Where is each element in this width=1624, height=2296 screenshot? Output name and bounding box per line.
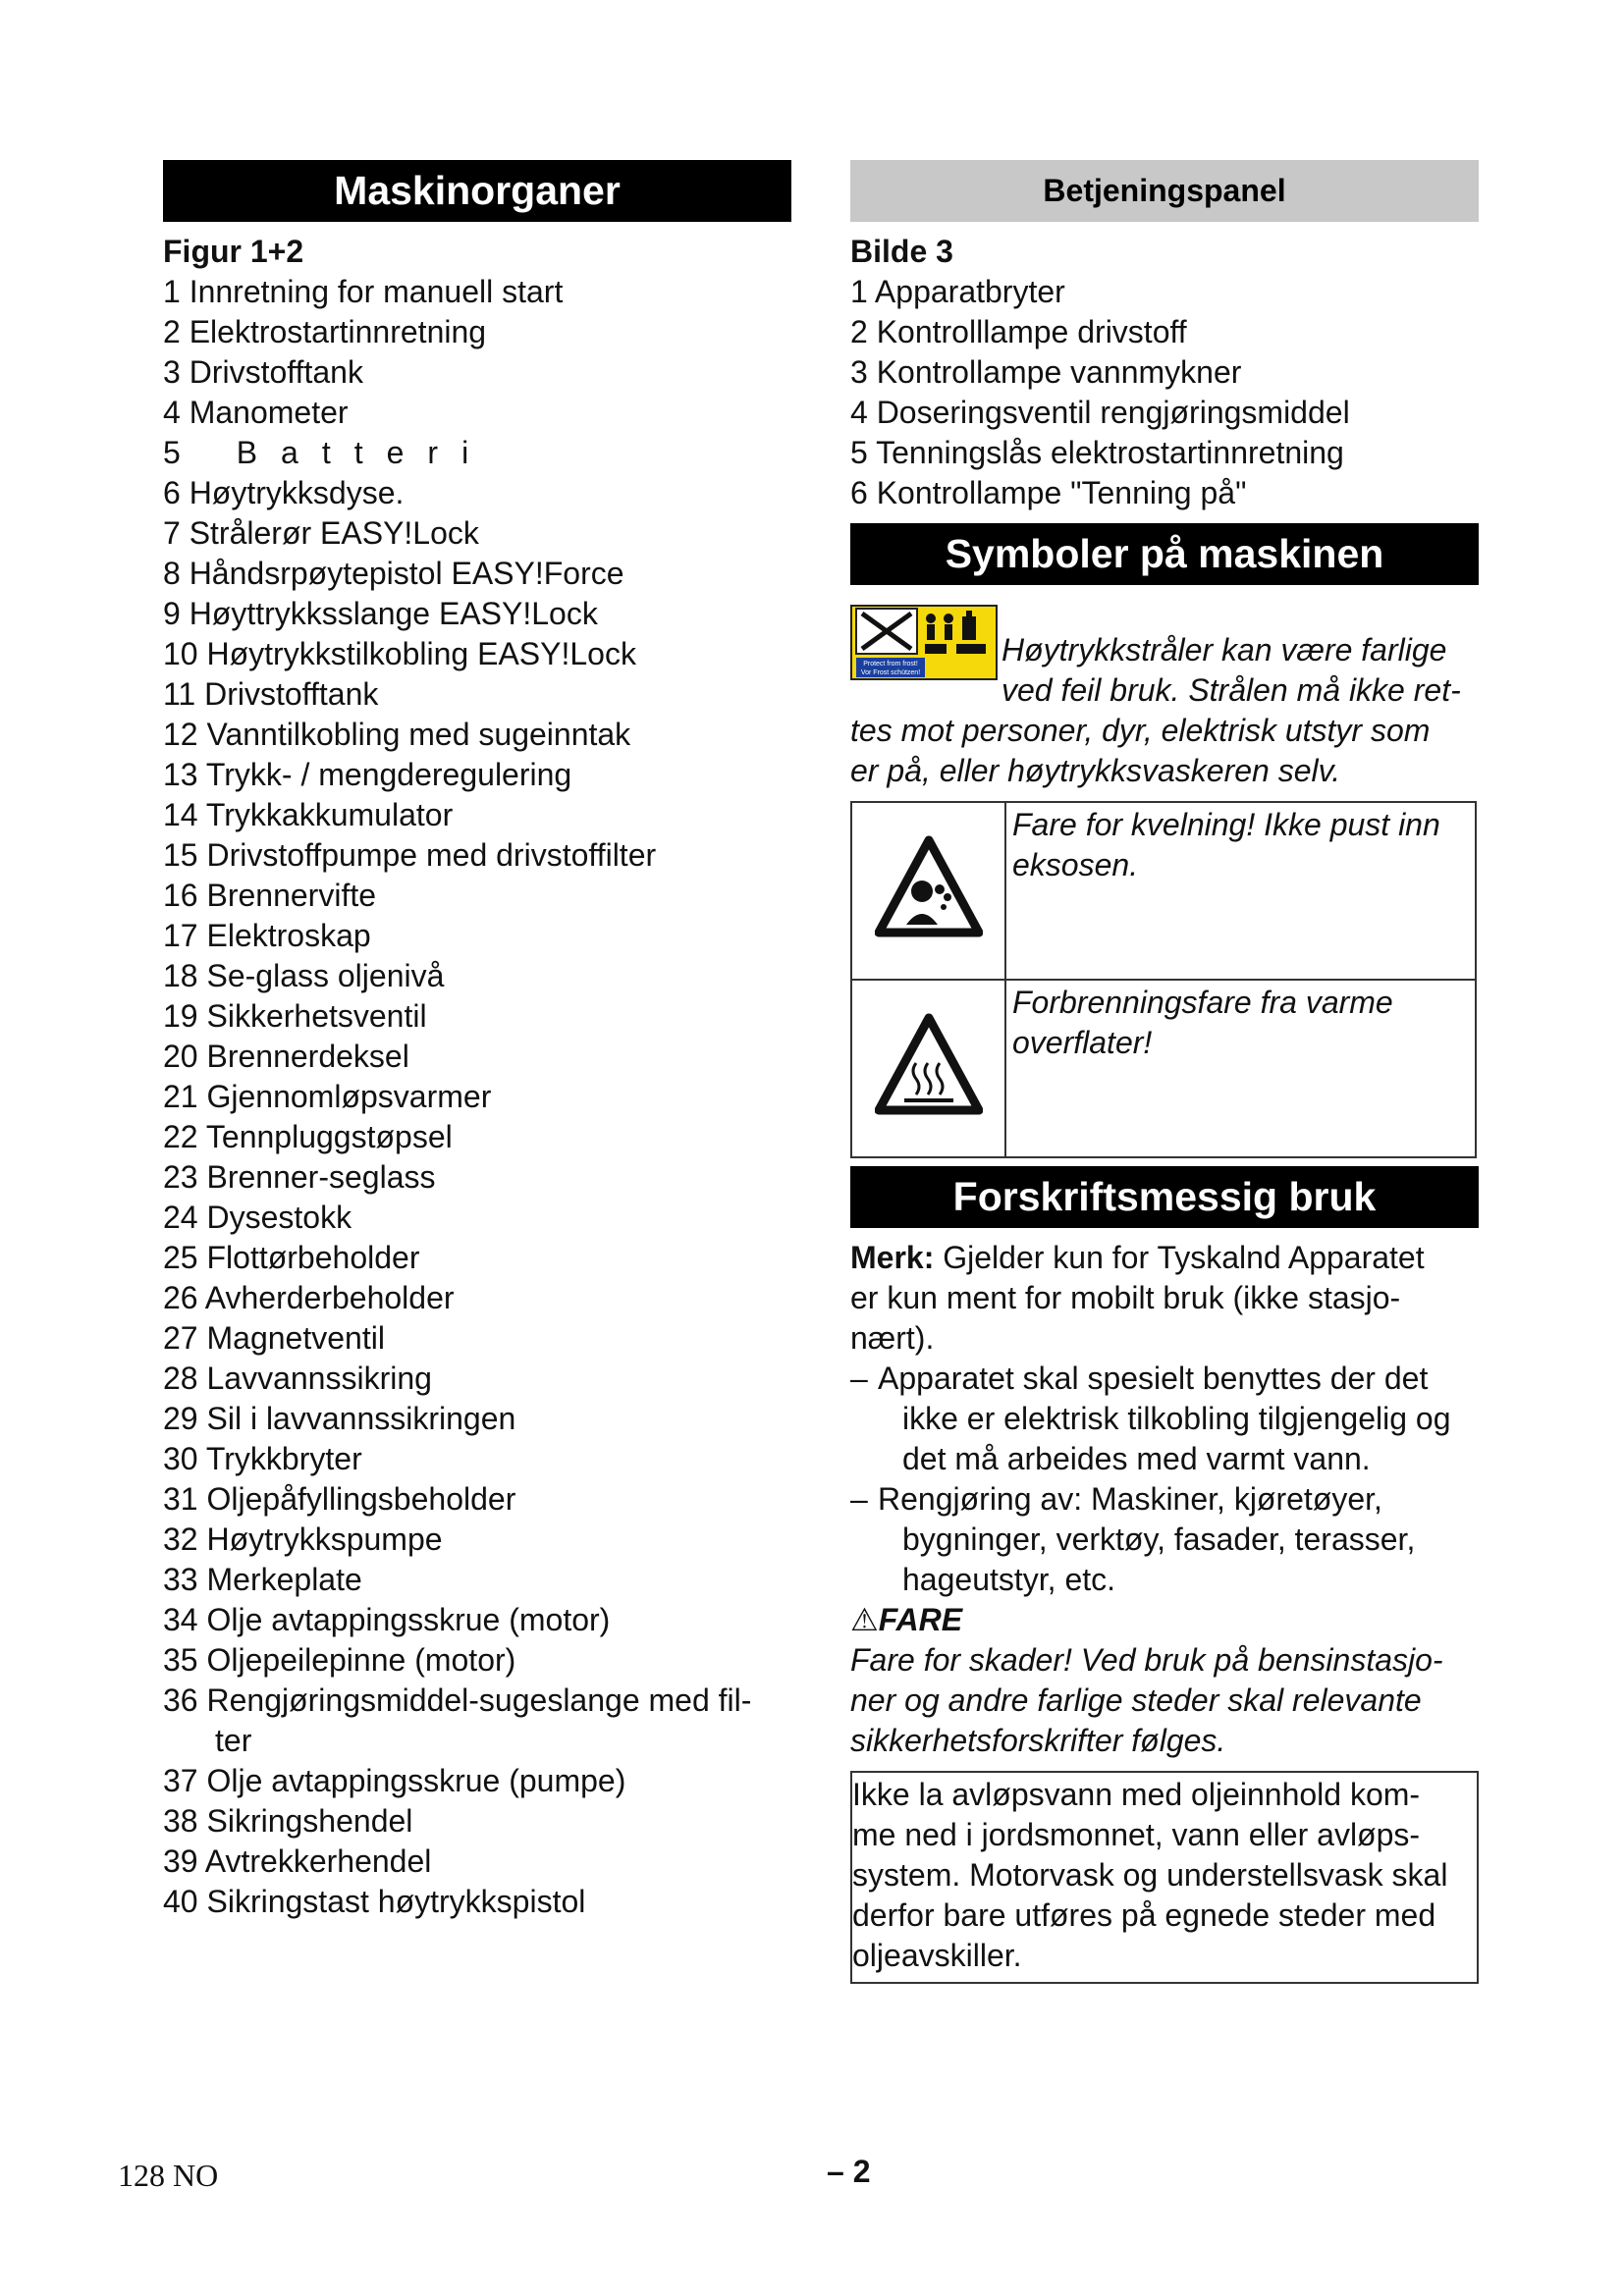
figure-label: Bilde 3 bbox=[850, 234, 953, 269]
warning-text-cell bbox=[1005, 980, 1476, 1157]
note-text: Gjelder kun for Tyskalnd Apparatet bbox=[934, 1240, 1425, 1275]
note-text: er kun ment for mobilt bruk (ikke stasjo- bbox=[850, 1280, 1401, 1315]
danger-text-line: sikkerhetsforskrifter følges. bbox=[850, 1723, 1226, 1758]
danger-heading bbox=[850, 1600, 1479, 1640]
note-paragraph bbox=[850, 1238, 1479, 1359]
warning-text-line: Fare for kvelning! Ikke pust inn bbox=[1012, 807, 1440, 842]
list-item: 22 Tennpluggstøpsel bbox=[163, 1119, 453, 1154]
warning-text-line: eksosen. bbox=[1012, 847, 1139, 882]
warning-text-line: Forbrenningsfare fra varme bbox=[1012, 985, 1393, 1020]
list-item: 28 Lavvannssikring bbox=[163, 1361, 432, 1396]
list-item: 8 Håndsrpøytepistol EASY!Force bbox=[163, 556, 624, 591]
danger-label: FARE bbox=[878, 1602, 963, 1637]
right-column bbox=[850, 160, 1479, 1984]
environment-note-box bbox=[850, 1771, 1479, 1984]
list-item: 20 Brennerdeksel bbox=[163, 1039, 409, 1074]
high-pressure-warning-icon bbox=[850, 605, 998, 680]
box-text-line: system. Motorvask og understellsvask skal bbox=[852, 1857, 1448, 1893]
list-item: 38 Sikringshendel bbox=[163, 1803, 413, 1839]
list-item: 3 Kontrollampe vannmykner bbox=[850, 354, 1242, 390]
warning-icon-cell bbox=[851, 802, 1005, 980]
danger-text-line: ner og andre farlige steder skal relevante bbox=[850, 1682, 1422, 1718]
dash-text: ikke er elektrisk tilkobling tilgjengelig og bbox=[902, 1401, 1451, 1436]
dash-text: Apparatet skal spesielt benyttes der det bbox=[878, 1361, 1429, 1396]
page-number: – 2 bbox=[827, 2154, 871, 2189]
list-item: 4 Doseringsventil rengjøringsmiddel bbox=[850, 395, 1350, 430]
table-row bbox=[851, 802, 1476, 980]
list-item: 34 Olje avtappingsskrue (motor) bbox=[163, 1602, 611, 1637]
list-item: 16 Brennervifte bbox=[163, 878, 377, 913]
section-header-control-panel: Betjeningspanel bbox=[850, 160, 1479, 222]
dash-text: det må arbeides med varmt vann. bbox=[902, 1441, 1371, 1476]
danger-text bbox=[850, 1640, 1479, 1761]
danger-text-line: Fare for skader! Ved bruk på bensinstasjo- bbox=[850, 1642, 1443, 1678]
list-item: 37 Olje avtappingsskrue (pumpe) bbox=[163, 1763, 626, 1798]
figure-label: Figur 1+2 bbox=[163, 234, 304, 269]
box-text-line: Ikke la avløpsvann med oljeinnhold kom- bbox=[852, 1777, 1421, 1812]
list-item-continuation: ter bbox=[215, 1723, 252, 1758]
list-item: 19 Sikkerhetsventil bbox=[163, 998, 427, 1034]
list-item: 18 Se-glass oljenivå bbox=[163, 958, 445, 993]
dash-list-item: – Rengjøring av: Maskiner, kjøretøyer, bygninger, verktøy, fasader, terasser, hageutstyr, etc. bbox=[850, 1479, 1479, 1600]
list-item: 33 Merkeplate bbox=[163, 1562, 362, 1597]
warning-icon-cell bbox=[851, 980, 1005, 1157]
list-item: 36 Rengjøringsmiddel-sugeslange med fil- bbox=[163, 1682, 752, 1718]
list-item: 4 Manometer bbox=[163, 395, 349, 430]
symbol-block bbox=[850, 605, 1479, 791]
list-item: 7 Strålerør EASY!Lock bbox=[163, 515, 479, 551]
list-item: 5 Tenningslås elektrostartinnretning bbox=[850, 435, 1344, 470]
box-text-line: me ned i jordsmonnet, vann eller avløps- bbox=[852, 1817, 1421, 1852]
note-text: nært). bbox=[850, 1320, 935, 1356]
list-item: 10 Høytrykkstilkobling EASY!Lock bbox=[163, 636, 636, 671]
control-panel-list bbox=[850, 272, 1479, 513]
list-item: 9 Høyttrykksslange EASY!Lock bbox=[163, 596, 598, 631]
suffocation-warning-icon bbox=[875, 834, 983, 942]
list-item: 1 Apparatbryter bbox=[850, 274, 1065, 309]
list-item: 3 Drivstofftank bbox=[163, 354, 363, 390]
list-item: 40 Sikringstast høytrykkspistol bbox=[163, 1884, 586, 1919]
list-item: 13 Trykk- / mengderegulering bbox=[163, 757, 572, 792]
list-item: 26 Avherderbeholder bbox=[163, 1280, 455, 1315]
dash-list-item: – Apparatet skal spesielt benyttes der det ikke er elektrisk tilkobling tilgjengelig og det må arbeides med varmt vann. bbox=[850, 1359, 1479, 1479]
list-item: 2 Kontrolllampe drivstoff bbox=[850, 314, 1187, 349]
section-header-machine-symbols: Symboler på maskinen bbox=[850, 523, 1479, 585]
dash-text: bygninger, verktøy, fasader, terasser, bbox=[902, 1522, 1416, 1557]
list-item: 15 Drivstoffpumpe med drivstoffilter bbox=[163, 837, 657, 873]
list-item: 25 Flottørbeholder bbox=[163, 1240, 420, 1275]
list-item: 12 Vanntilkobling med sugeinntak bbox=[163, 717, 631, 752]
list-item: 21 Gjennomløpsvarmer bbox=[163, 1079, 492, 1114]
list-item: 23 Brenner-seglass bbox=[163, 1159, 436, 1195]
list-item: 32 Høytrykkspumpe bbox=[163, 1522, 443, 1557]
symbol-label-de: Vor Frost schützen! bbox=[860, 669, 921, 676]
dash-text: hageutstyr, etc. bbox=[902, 1562, 1116, 1597]
list-item: 17 Elektroskap bbox=[163, 918, 371, 953]
list-item: 30 Trykkbryter bbox=[163, 1441, 362, 1476]
list-item: 31 Oljepåfyllingsbeholder bbox=[163, 1481, 516, 1517]
table-row bbox=[851, 980, 1476, 1157]
box-text-line: oljeavskiller. bbox=[852, 1938, 1022, 1973]
list-item: 5 Batteri bbox=[163, 435, 493, 470]
list-item: 2 Elektrostartinnretning bbox=[163, 314, 487, 349]
symbol-text-line: ved feil bruk. Strålen må ikke ret- bbox=[1001, 672, 1461, 708]
dash-text: Rengjøring av: Maskiner, kjøretøyer, bbox=[878, 1481, 1382, 1517]
warning-triangle-icon: ⚠ bbox=[850, 1602, 879, 1637]
list-item: 6 Høytrykksdyse. bbox=[163, 475, 405, 510]
list-item: 6 Kontrollampe "Tenning på" bbox=[850, 475, 1247, 510]
page-code: 128 NO bbox=[118, 2158, 219, 2193]
hot-surface-warning-icon bbox=[875, 1012, 983, 1120]
box-text-line: derfor bare utføres på egnede steder med bbox=[852, 1897, 1436, 1933]
list-item: 35 Oljepeilepinne (motor) bbox=[163, 1642, 516, 1678]
symbol-label-en: Protect from frost! bbox=[863, 661, 918, 667]
list-item: 14 Trykkakkumulator bbox=[163, 797, 454, 832]
warning-text-line: overflater! bbox=[1012, 1025, 1153, 1060]
note-label: Merk: bbox=[850, 1240, 935, 1275]
warning-text-cell bbox=[1005, 802, 1476, 980]
list-item: 27 Magnetventil bbox=[163, 1320, 385, 1356]
parts-list bbox=[163, 272, 791, 1922]
list-item: 11 Drivstofftank bbox=[163, 676, 379, 712]
section-header-machine-parts: Maskinorganer bbox=[163, 160, 791, 222]
list-item: 39 Avtrekkerhendel bbox=[163, 1843, 432, 1879]
symbol-text-line: er på, eller høytrykksvaskeren selv. bbox=[850, 753, 1341, 788]
list-item: 1 Innretning for manuell start bbox=[163, 274, 564, 309]
symbol-text-line: tes mot personer, dyr, elektrisk utstyr som bbox=[850, 713, 1431, 748]
left-column bbox=[163, 160, 791, 1922]
list-item: 24 Dysestokk bbox=[163, 1200, 352, 1235]
list-item: 29 Sil i lavvannssikringen bbox=[163, 1401, 516, 1436]
warning-table bbox=[850, 801, 1477, 1158]
section-header-intended-use: Forskriftsmessig bruk bbox=[850, 1166, 1479, 1228]
symbol-text-line: Høytrykkstråler kan være farlige bbox=[1001, 632, 1447, 667]
